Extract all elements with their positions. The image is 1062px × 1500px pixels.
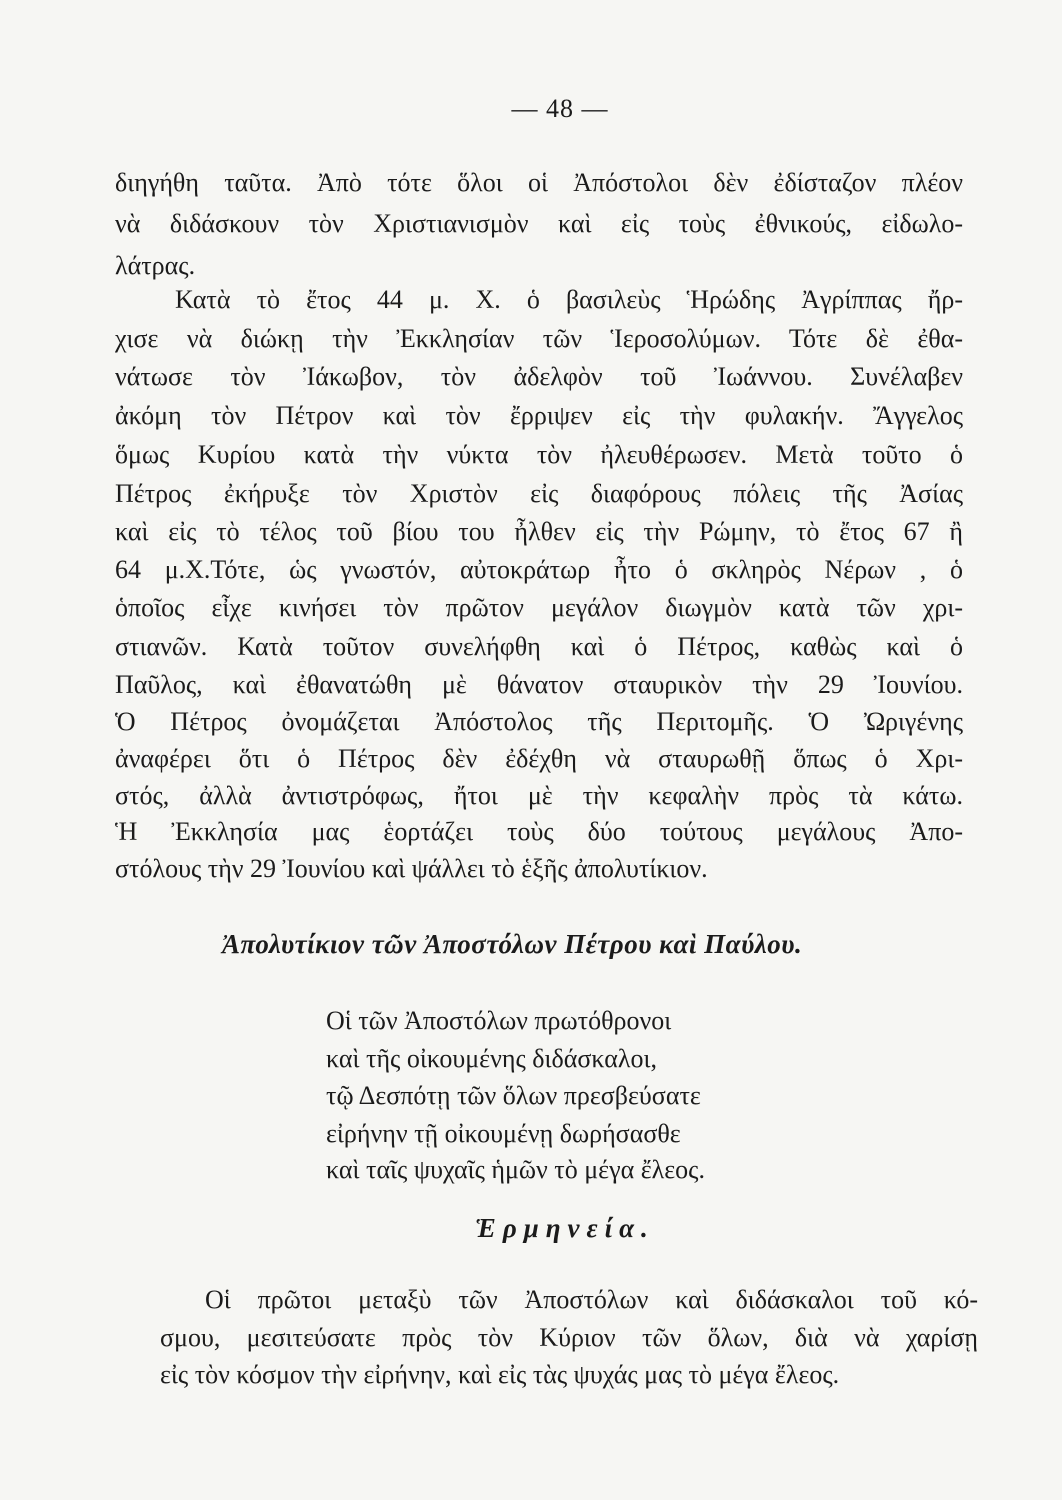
hymn-line: Οἱ τῶν Ἀποστόλων πρωτόθρονοι	[326, 1006, 672, 1035]
commentary-title: Ἑρμηνεία.	[475, 1213, 655, 1243]
text-line: ἀναφέρει ὅτι ὁ Πέτρος δὲν ἐδέχθη νὰ σταυρωθῇ ὅπως ὁ Χρι-	[115, 744, 963, 773]
text-line: χισε νὰ διώκῃ τὴν Ἐκκλησίαν τῶν Ἱεροσολύμων. Τότε δὲ ἐθα-	[115, 324, 963, 353]
text-line: ὁποῖος εἶχε κινήσει τὸν πρῶτον μεγάλον διωγμὸν κατὰ τῶν χρι-	[115, 593, 963, 622]
text-line: Παῦλος, καὶ ἐθανατώθη μὲ θάνατον σταυρικὸν τὴν 29 Ἰουνίου.	[115, 670, 963, 699]
text-line: ὅμως Κυρίου κατὰ τὴν νύκτα τὸν ἠλευθέρωσεν. Μετὰ τοῦτο ὁ	[115, 440, 963, 469]
text-line: σμου, μεσιτεύσατε πρὸς τὸν Κύριον τῶν ὅλων, διὰ νὰ χαρίσῃ	[160, 1323, 978, 1352]
text-line: στιανῶν. Κατὰ τοῦτον συνελήφθη καὶ ὁ Πέτρος, καθὼς καὶ ὁ	[115, 632, 963, 661]
hymn-line: καὶ τῆς οἰκουμένης διδάσκαλοι,	[326, 1044, 657, 1073]
text-line: Ἡ Ἐκκλησία μας ἑορτάζει τοὺς δύο τούτους μεγάλους Ἀπο-	[115, 817, 963, 846]
hymn-line: τῷ Δεσπότῃ τῶν ὅλων πρεσβεύσατε	[326, 1081, 701, 1110]
text-line: Ὁ Πέτρος ὀνομάζεται Ἀπόστολος τῆς Περιτομῆς. Ὁ Ὠριγένης	[115, 707, 963, 736]
text-line: Πέτρος ἐκήρυξε τὸν Χριστὸν εἰς διαφόρους πόλεις τῆς Ἀσίας	[115, 479, 963, 508]
text-line: 64 μ.Χ.Τότε, ὡς γνωστόν, αὐτοκράτωρ ἦτο ὁ σκληρὸς Νέρων , ὁ	[115, 555, 963, 584]
text-line: λάτρας.	[115, 251, 196, 280]
text-line: στόλους τὴν 29 Ἰουνίου καὶ ψάλλει τὸ ἑξῆς ἀπολυτίκιον.	[115, 854, 708, 883]
text-line: νάτωσε τὸν Ἰάκωβον, τὸν ἀδελφὸν τοῦ Ἰωάννου. Συνέλαβεν	[115, 362, 963, 391]
text-line: καὶ εἰς τὸ τέλος τοῦ βίου του ἦλθεν εἰς τὴν Ρώμην, τὸ ἔτος 67 ἢ	[115, 517, 963, 546]
hymn-line: εἰρήνην τῇ οἰκουμένῃ δωρήσασθε	[326, 1119, 681, 1148]
text-line: διηγήθη ταῦτα. Ἀπὸ τότε ὅλοι οἱ Ἀπόστολοι δὲν ἐδίσταζον πλέον	[115, 168, 963, 197]
text-line: Κατὰ τὸ ἔτος 44 μ. Χ. ὁ βασιλεὺς Ἡρώδης Ἀγρίππας ἤρ-	[175, 285, 963, 314]
hymn-title: Ἀπολυτίκιον τῶν Ἀποστόλων Πέτρου καὶ Παύλου.	[222, 929, 803, 959]
text-line: ἀκόμη τὸν Πέτρον καὶ τὸν ἔρριψεν εἰς τὴν φυλακήν. Ἄγγελος	[115, 401, 963, 430]
text-line: Οἱ πρῶτοι μεταξὺ τῶν Ἀποστόλων καὶ διδάσκαλοι τοῦ κό-	[205, 1285, 978, 1314]
text-line: εἰς τὸν κόσμον τὴν εἰρήνην, καὶ εἰς τὰς ψυχάς μας τὸ μέγα ἔλεος.	[160, 1360, 840, 1389]
hymn-line: καὶ ταῖς ψυχαῖς ἡμῶν τὸ μέγα ἔλεος.	[326, 1155, 705, 1184]
text-line: νὰ διδάσκουν τὸν Χριστιανισμὸν καὶ εἰς τοὺς ἐθνικούς, εἰδωλο-	[115, 209, 963, 238]
page-number: — 48 —	[511, 94, 609, 123]
text-line: στός, ἀλλὰ ἀντιστρόφως, ἤτοι μὲ τὴν κεφαλὴν πρὸς τὰ κάτω.	[115, 781, 963, 810]
